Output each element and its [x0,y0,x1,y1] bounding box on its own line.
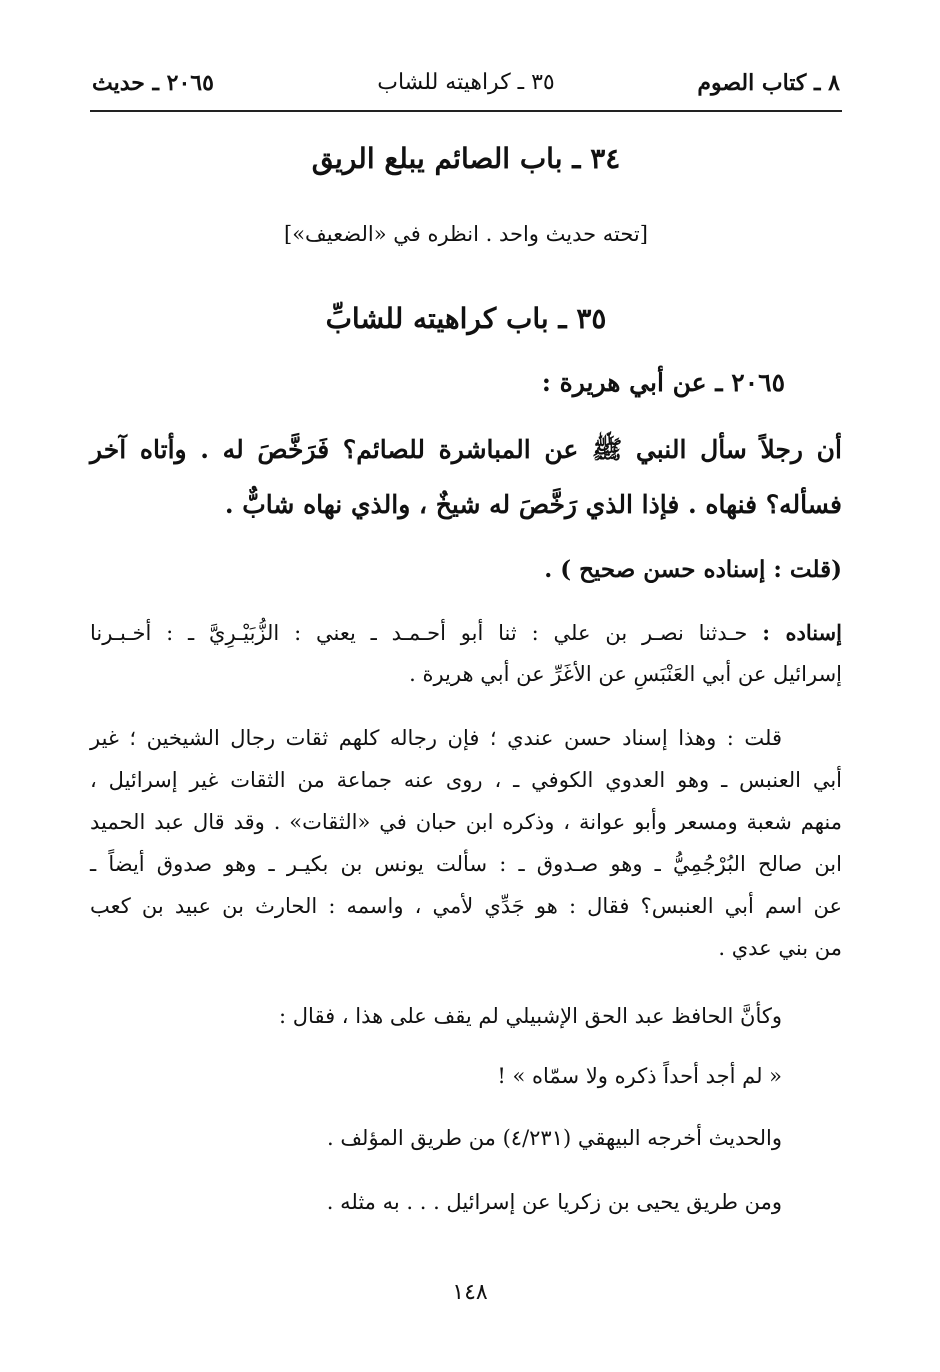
commentary-line-1: قلت : وهذا إسناد حسن عندي ؛ فإن رجاله كلهم ثقات رجال الشيخين ؛ غير [90,726,782,750]
running-header [92,70,840,104]
isnad-line-1 [90,620,842,645]
isnad-line-2: إسرائيل عن أبي العَنْبَسِ عن الأغَرِّ عن أبي هريرة . [409,662,842,686]
isnad-text: حـدثنا نصـر بن علي : ثنا أبو أحـمـد ـ يعني : الزُّبَيْـرِيَّ ـ : أخـبـرنا [90,621,763,645]
bayhaqi-line: والحديث أخرجه البيهقي (٤/٢٣١) من طريق المؤلف . [326,1126,782,1150]
commentary-line-4: ابن صالح البُرْجُمِيُّ ـ وهو صـدوق ـ : سألت يونس بن بكيـر ـ وهو صدوق أيضاً ـ [90,852,842,876]
commentary-line-5: عن اسم أبي العنبس؟ فقال : هو جَدِّي لأمي ، واسمه : الحارث بن عبيد بن كعب [90,894,842,918]
ishbili-quote: « لم أجد أحداً ذكره ولا سمّاه » ! [497,1064,782,1088]
grading-line: (قلت : إسناده حسن صحيح ) . [544,556,842,583]
ishbili-line-1: وكأنَّ الحافظ عبد الحق الإشبيلي لم يقف على هذا ، فقال : [279,1004,782,1028]
header-hadith-number: ٢٠٦٥ ـ حديث [92,70,214,96]
header-divider [90,110,842,112]
hadith-text-line-1: أن رجلاً سأل النبي ﷺ عن المباشرة للصائم؟ فَرَخَّصَ له . وأتاه آخر [90,435,842,464]
commentary-line-6: من بني عدي . [718,936,842,960]
chapter-34-title: ٣٤ ـ باب الصائم يبلع الريق [311,142,621,175]
hadith-text-line-2: فسأله؟ فنهاه . فإذا الذي رَخَّصَ له شيخٌ ، والذي نهاه شابٌّ . [224,490,842,519]
chapter-35-title: ٣٥ ـ باب كراهيته للشابِّ [325,302,607,335]
commentary-line-3: منهم شعبة ومسعر وأبو عوانة ، وذكره ابن حبان في «الثقات» . وقد قال عبد الحميد [90,810,842,834]
hadith-number-line: ٢٠٦٥ ـ عن أبي هريرة : [541,368,785,397]
commentary-line-2: أبي العنبس ـ وهو العدوي الكوفي ـ ، روى عنه جماعة من الثقات غير إسرائيل ، [90,768,842,792]
zakariya-line: ومن طريق يحيى بن زكريا عن إسرائيل . . . به مثله . [326,1190,782,1214]
header-book-title: ٨ ـ كتاب الصوم [697,70,840,96]
page-number: ١٤٨ [452,1280,488,1305]
chapter-34-note: [تحته حديث واحد . انظره في «الضعيف»] [284,222,648,246]
isnad-label: إسناده : [762,620,842,645]
header-chapter-title: ٣٥ ـ كراهيته للشاب [377,70,555,95]
